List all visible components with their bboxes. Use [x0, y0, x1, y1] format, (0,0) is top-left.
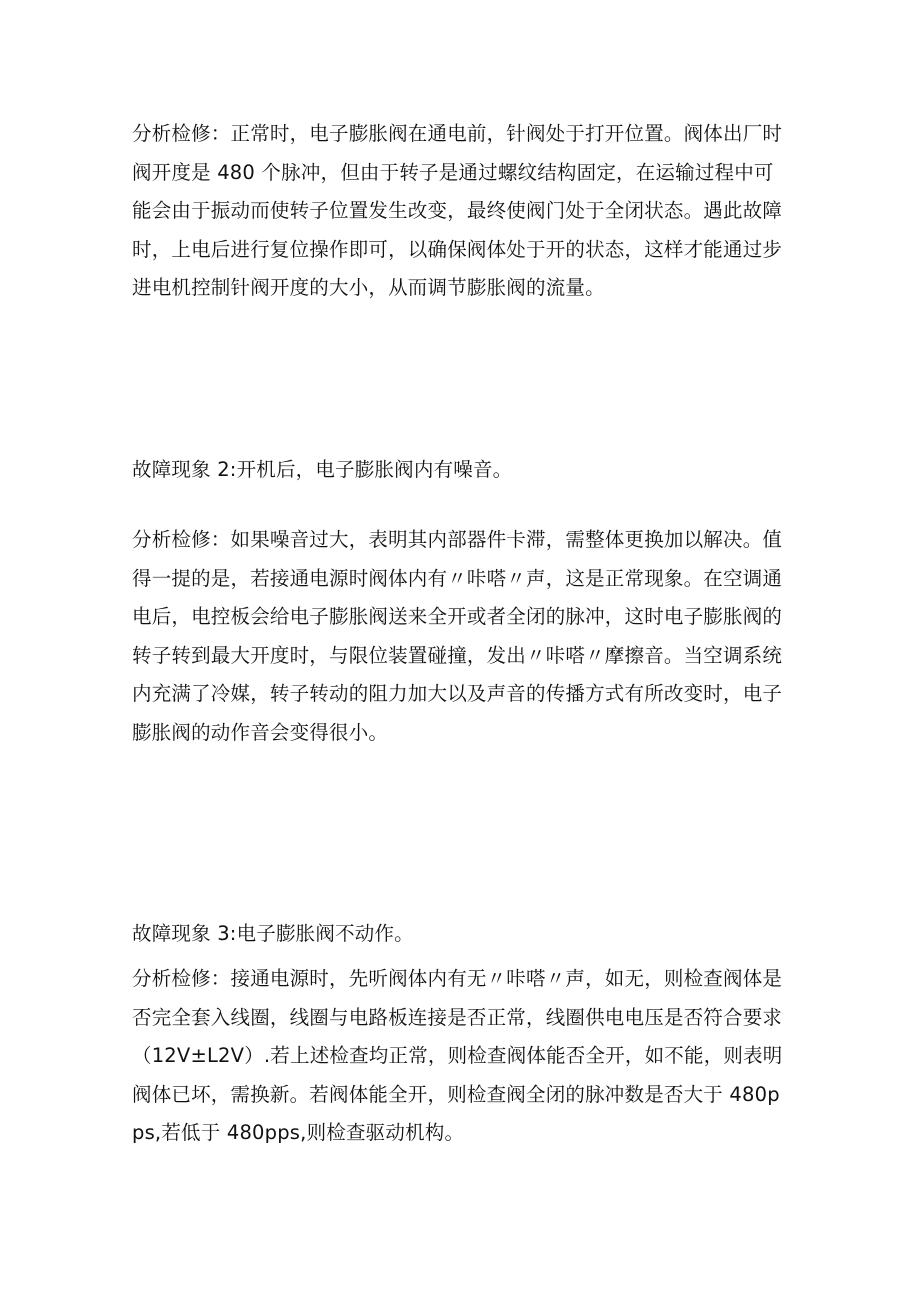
section3-analysis-paragraph: 分析检修：接通电源时，先听阀体内有无〃咔嗒〃声，如无，则检查阀体是否完全套入线圈，线圈与电路板连接是否正常，线圈供电电压是否符合要求（12V±L2V）.若上述检查均正常，则检查阀体能否全开，如不能，则表明阀体已坏，需换新。若阀体能全开，则检查阀全闭的脉冲数是否大于 480pps,若低于 480pps,则检查驱动机构。	[132, 967, 783, 1144]
section2-fault-heading: 故障现象 2:开机后，电子膨胀阀内有噪音。	[132, 458, 513, 481]
section1-analysis-paragraph: 分析检修：正常时，电子膨胀阀在通电前，针阀处于打开位置。阀体出厂时阀开度是 480 个脉冲，但由于转子是通过螺纹结构固定，在运输过程中可能会由于振动而使转子位置发生改变，最终使阀门处于全闭状态。遇此故障时，上电后进行复位操作即可，以确保阀体处于开的状态，这样才能通过步进电机控制针阀开度的大小，从而调节膨胀阀的流量。	[132, 122, 783, 299]
section2-analysis-paragraph: 分析检修：如果噪音过大，表明其内部器件卡滞，需整体更换加以解决。值得一提的是，若接通电源时阀体内有〃咔嗒〃声，这是正常现象。在空调通电后，电控板会给电子膨胀阀送来全开或者全闭的脉冲，这时电子膨胀阀的转子转到最大开度时，与限位装置碰撞，发出〃咔嗒〃摩擦音。当空调系统内充满了冷媒，转子转动的阻力加大以及声音的传播方式有所改变时，电子膨胀阀的动作音会变得很小。	[132, 528, 783, 744]
section3-fault-heading: 故障现象 3:电子膨胀阀不动作。	[132, 922, 414, 945]
